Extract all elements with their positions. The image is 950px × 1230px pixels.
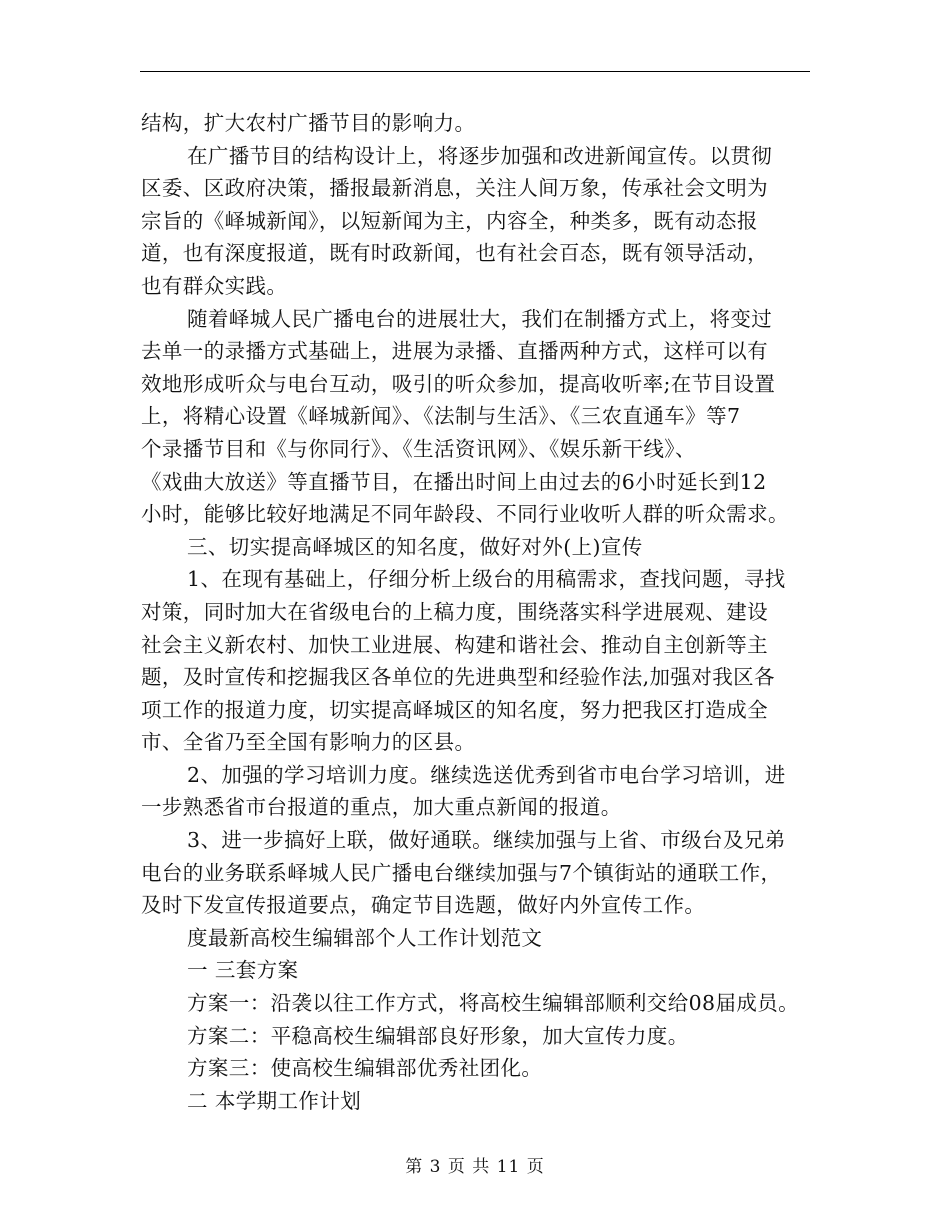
text-line: 方案三：使高校生编辑部优秀社团化。: [187, 1056, 543, 1081]
text-line: 二 本学期工作计划: [187, 1088, 362, 1113]
text-line: 一 三套方案: [187, 958, 299, 983]
text-line: 3、进一步搞好上联，做好通联。继续加强与上省、市级台及兄弟: [187, 828, 786, 853]
header-rule: [140, 71, 810, 72]
text-line: 社会主义新农村、加快工业进展、构建和谐社会、推动自主创新等主: [141, 632, 768, 657]
text-line: 度最新高校生编辑部个人工作计划范文: [187, 925, 543, 950]
text-line: 项工作的报道力度，切实提高峄城区的知名度，努力把我区打造成全: [141, 697, 768, 722]
text-line: 《戏曲大放送》等直播节目，在播出时间上由过去的6小时延长到12: [141, 469, 767, 494]
text-line: 1、在现有基础上，仔细分析上级台的用稿需求，查找问题，寻找: [187, 567, 786, 592]
text-line: 题，及时宣传和挖掘我区各单位的先进典型和经验作法,加强对我区各: [141, 665, 775, 690]
text-line: 去单一的录播方式基础上，进展为录播、直播两种方式，这样可以有: [141, 339, 768, 364]
text-line: 随着峄城人民广播电台的进展壮大，我们在制播方式上，将变过: [187, 306, 773, 331]
text-line: 上，将精心设置《峄城新闻》、《法制与生活》、《三农直通车》等7: [141, 404, 741, 429]
text-line: 区委、区政府决策，播报最新消息，关注人间万象，传承社会文明为: [141, 176, 768, 201]
text-line: 个录播节目和《与你同行》、《生活资讯网》、《娱乐新干线》、: [141, 436, 696, 461]
text-line: 宗旨的《峄城新闻》，以短新闻为主，内容全，种类多，既有动态报: [141, 208, 758, 233]
document-body: [141, 107, 821, 1117]
text-line: 小时，能够比较好地满足不同年龄段、不同行业收听人群的听众需求。: [141, 502, 789, 527]
text-line: 三、切实提高峄城区的知名度，做好对外(上)宣传: [187, 534, 643, 559]
text-line: 效地形成听众与电台互动，吸引的听众参加，提高收听率;在节目设置: [141, 371, 776, 396]
text-line: 也有群众实践。: [141, 273, 288, 298]
text-line: 一步熟悉省市台报道的重点，加大重点新闻的报道。: [141, 795, 622, 820]
text-line: 结构，扩大农村广播节目的影响力。: [141, 111, 476, 135]
text-line: 道，也有深度报道，既有时政新闻，也有社会百态，既有领导活动，: [141, 241, 768, 266]
text-line: 对策，同时加大在省级电台的上稿力度，围绕落实科学进展观、建设: [141, 599, 768, 624]
text-line: 及时下发宣传报道要点，确定节目选题，做好内外宣传工作。: [141, 893, 706, 918]
text-line: 电台的业务联系峄城人民广播电台继续加强与7个镇街站的通联工作，: [141, 860, 782, 885]
text-line: 2、加强的学习培训力度。继续选送优秀到省市电台学习培训，进: [187, 762, 786, 787]
text-line: 市、全省乃至全国有影响力的区县。: [141, 730, 476, 755]
text-line: 方案二：平稳高校生编辑部良好形象，加大宣传力度。: [187, 1023, 689, 1048]
text-line: 在广播节目的结构设计上，将逐步加强和改进新闻宣传。以贯彻: [187, 143, 773, 168]
text-line: 方案一：沿袭以往工作方式，将高校生编辑部顺利交给08届成员。: [187, 991, 800, 1016]
page-number-footer: 第 3 页 共 11 页: [405, 1157, 545, 1177]
